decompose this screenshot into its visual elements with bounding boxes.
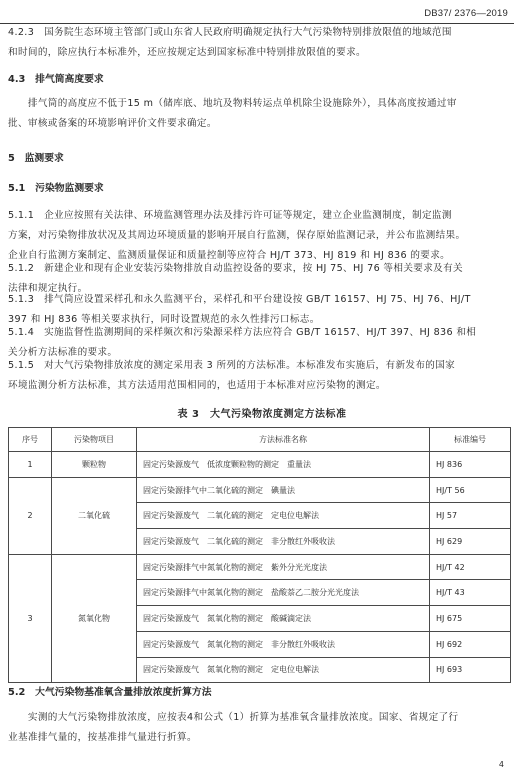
method-name: 固定污染源废气 氮氧化物的测定 非分散红外吸收法 <box>137 631 430 657</box>
row-number: 1 <box>9 452 52 478</box>
column-header: 序号 <box>9 428 52 452</box>
clause-line: 和时间的，除应执行本标准外，还应按规定达到国家标准中特别排放限值的要求。 <box>8 46 366 58</box>
clause-line: 5.1.5 对大气污染物排放浓度的测定采用表 3 所列的方法标准。本标准发布实施后，有新发布的国家 <box>8 360 456 371</box>
pollutant-item: 二氧化硫 <box>52 477 137 554</box>
method-name: 固定污染源废气 氮氧化物的测定 定电位电解法 <box>137 657 430 683</box>
clause-line: 业基准排气量的，按基准排气量进行折算。 <box>8 731 197 743</box>
standard-code: HJ 692 <box>430 631 511 657</box>
clause-line: 5.1.3 排气筒应设置采样孔和永久监测平台，采样孔和平台建设按 GB/T 16157、HJ 75、HJ 76、HJ/T <box>8 294 471 305</box>
standard-code: HJ/T 56 <box>430 477 511 503</box>
row-number: 3 <box>9 554 52 682</box>
method-name: 固定污染源排气中氮氧化物的测定 紫外分光光度法 <box>137 554 430 580</box>
pollutant-item: 颗粒物 <box>52 452 137 478</box>
clause-5-1-1 <box>8 206 508 265</box>
method-name: 固定污染源排气中二氧化硫的测定 碘量法 <box>137 477 430 503</box>
clause-4-3 <box>8 94 508 134</box>
method-name: 固定污染源排气中氮氧化物的测定 盐酸萘乙二胺分光光度法 <box>137 580 430 606</box>
row-number: 2 <box>9 477 52 554</box>
clause-line: 批、审核或备案的环境影响评价文件要求确定。 <box>8 117 217 129</box>
method-name: 固定污染源废气 二氧化硫的测定 非分散红外吸收法 <box>137 529 430 555</box>
standard-code: HJ 629 <box>430 529 511 555</box>
heading-5: 5 监测要求 <box>8 153 64 164</box>
clause-line: 排气筒的高度应不低于15 m（储库底、地坑及物料转运点单机除尘设施除外），具体高度按通过审 <box>8 98 457 109</box>
clause-line: 4.2.3 国务院生态环境主管部门或山东省人民政府明确规定执行大气污染物特别排放限值的地域范围 <box>8 27 452 38</box>
clause-line: 5.1.1 企业应按照有关法律、环境监测管理办法及排污许可证等规定，建立企业监测制度，制定监测 <box>8 210 452 221</box>
method-name: 固定污染源废气 低浓度颗粒物的测定 重量法 <box>137 452 430 478</box>
standard-code: HJ/T 42 <box>430 554 511 580</box>
table-row <box>9 452 511 478</box>
clause-line: 方案，对污染物排放状况及其周边环境质量的影响开展自行监测，保存原始监测记录，并公布监测结果。 <box>8 229 466 241</box>
methods-table <box>8 427 511 683</box>
standard-code: HJ 675 <box>430 606 511 632</box>
clause-line: 法律和规定执行。 <box>8 282 88 294</box>
clause-line: 实测的大气污染物排放浓度，应按表4和公式（1）折算为基准氧含量排放浓度。国家、省规定了行 <box>8 712 459 723</box>
column-header: 污染物项目 <box>52 428 137 452</box>
clause-5-2 <box>8 708 508 748</box>
heading-5-1: 5.1 污染物监测要求 <box>8 183 104 194</box>
standard-code: HJ 693 <box>430 657 511 683</box>
heading-5-2: 5.2 大气污染物基准氧含量排放浓度折算方法 <box>8 687 212 698</box>
clause-line: 397 和 HJ 836 等相关要求执行，同时设置规范的永久性排污口标志。 <box>8 313 320 325</box>
standard-code: HJ 836 <box>430 452 511 478</box>
method-name: 固定污染源废气 二氧化硫的测定 定电位电解法 <box>137 503 430 529</box>
document-code-header: DB37/ 2376—2019 <box>424 8 508 19</box>
clause-5-1-5 <box>8 356 508 396</box>
clause-line: 环境监测分析方法标准，其方法适用范围相同的，也适用于本标准对应污染物的测定。 <box>8 379 386 391</box>
clause-line: 5.1.2 新建企业和现有企业安装污染物排放自动监控设备的要求，按 HJ 75、HJ 76 等相关要求及有关 <box>8 263 463 274</box>
page-number: 4 <box>498 760 504 769</box>
clause-line: 关分析方法标准的要求。 <box>8 346 118 358</box>
clause-line: 企业自行监测方案制定、监测质量保证和质量控制等应符合 HJ/T 373、HJ 819 和 HJ 836 的要求。 <box>8 249 451 261</box>
table-row <box>9 554 511 580</box>
heading-4-3: 4.3 排气筒高度要求 <box>8 74 104 85</box>
clause-4-2-3 <box>8 23 508 63</box>
standard-code: HJ 57 <box>430 503 511 529</box>
column-header: 标准编号 <box>430 428 511 452</box>
table-header-row <box>9 428 511 452</box>
table-row <box>9 477 511 503</box>
standard-code: HJ/T 43 <box>430 580 511 606</box>
column-header: 方法标准名称 <box>137 428 430 452</box>
table-title: 表 3 大气污染物浓度测定方法标准 <box>177 409 347 420</box>
clause-line: 5.1.4 实施监督性监测期间的采样频次和污染源采样方法应符合 GB/T 16157、HJ/T 397、HJ 836 和相 <box>8 327 477 338</box>
method-name: 固定污染源废气 氮氧化物的测定 酸碱滴定法 <box>137 606 430 632</box>
pollutant-item: 氮氧化物 <box>52 554 137 682</box>
